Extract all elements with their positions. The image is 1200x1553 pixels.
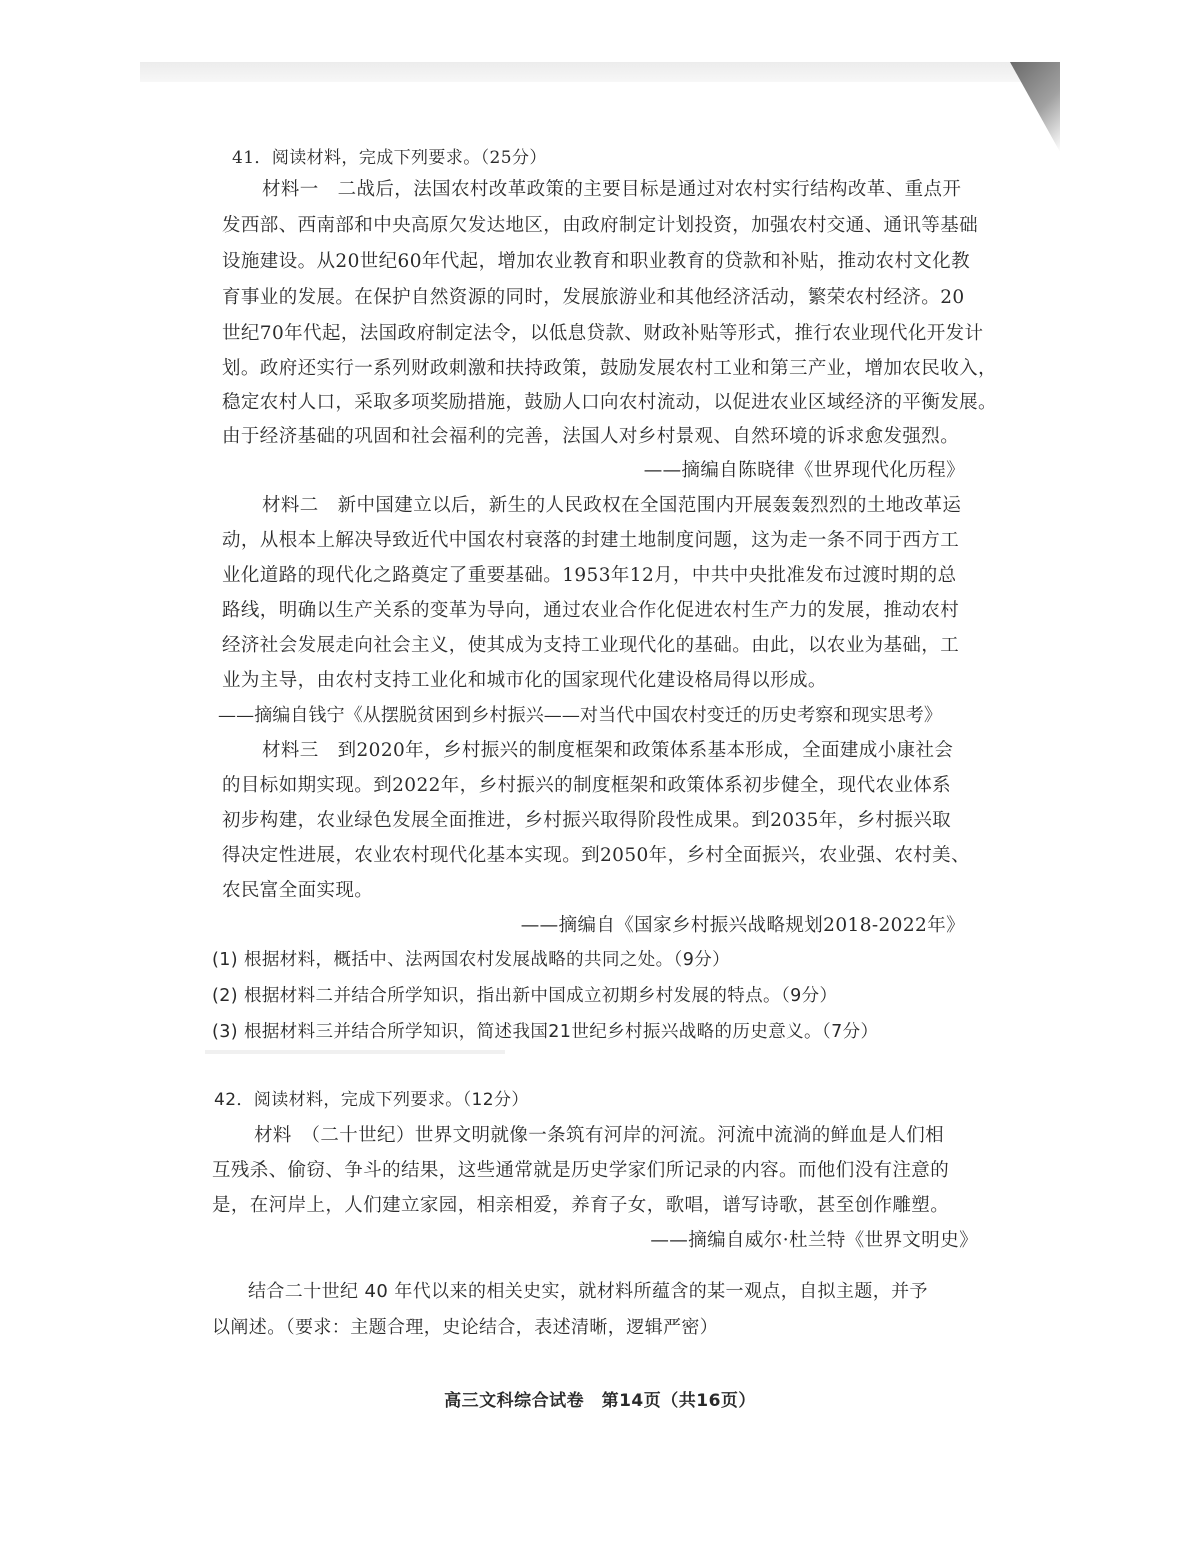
q41-subquestion-1: (1) 根据材料，概括中、法两国农村发展战略的共同之处。（9分） <box>212 950 731 970</box>
q41-m1-line: 由于经济基础的巩固和社会福利的完善，法国人对乡村景观、自然环境的诉求愈发强烈。 <box>222 426 960 447</box>
q42-material-line: 是，在河岸上，人们建立家园，相亲相爱，养育子女，歌唱，谱写诗歌，甚至创作雕塑。 <box>212 1195 950 1216</box>
q41-m1-line: 稳定农村人口，采取多项奖励措施，鼓励人口向农村流动，以促进农业区域经济的平衡发展。 <box>222 392 997 413</box>
q41-subquestion-3: (3) 根据材料三并结合所学知识，简述我国21世纪乡村振兴战略的历史意义。（7分） <box>212 1022 879 1042</box>
q42-material-line: 互残杀、偷窃、争斗的结果，这些通常就是历史学家们所记录的内容。而他们没有注意的 <box>212 1160 950 1181</box>
q41-m2-line: 业为主导，由农村支持工业化和城市化的国家现代化建设格局得以形成。 <box>222 670 827 691</box>
q41-m2-source: ——摘编自钱宁《从摆脱贫困到乡村振兴——对当代中国农村变迁的历史考察和现实思考》 <box>218 705 942 726</box>
q41-m1-line: 划。政府还实行一系列财政刺激和扶持政策，鼓励发展农村工业和第三产业，增加农民收入， <box>222 358 997 379</box>
q41-m3-line: 材料三 到2020年，乡村振兴的制度框架和政策体系基本形成，全面建成小康社会 <box>262 740 954 761</box>
q41-m1-line: 育事业的发展。在保护自然资源的同时，发展旅游业和其他经济活动，繁荣农村经济。20 <box>222 287 965 308</box>
q41-m3-source: ——摘编自《国家乡村振兴战略规划2018-2022年》 <box>520 915 965 936</box>
q42-heading: 42．阅读材料，完成下列要求。（12分） <box>214 1090 529 1110</box>
scan-corner-shadow <box>1010 62 1060 152</box>
q41-m1-line: 发西部、西南部和中央高原欠发达地区，由政府制定计划投资，加强农村交通、通讯等基础 <box>222 215 979 236</box>
q42-source: ——摘编自威尔·杜兰特《世界文明史》 <box>650 1230 978 1251</box>
q41-m3-line: 得决定性进展，农业农村现代化基本实现。到2050年，乡村全面振兴，农业强、农村美、 <box>222 845 970 866</box>
q41-m2-line: 业化道路的现代化之路奠定了重要基础。1953年12月，中共中央批准发布过渡时期的总 <box>222 565 957 586</box>
scan-shadow-band <box>140 62 1060 82</box>
q41-m1-source: ——摘编自陈晓律《世界现代化历程》 <box>643 460 965 481</box>
scan-faint-line <box>205 1050 505 1054</box>
q41-m2-line: 路线，明确以生产关系的变革为导向，通过农业合作化促进农村生产力的发展，推动农村 <box>222 600 960 621</box>
q41-m2-line: 经济社会发展走向社会主义，使其成为支持工业现代化的基础。由此，以农业为基础，工 <box>222 635 960 656</box>
q41-m3-line: 农民富全面实现。 <box>222 880 374 901</box>
q41-m3-line: 初步构建，农业绿色发展全面推进，乡村振兴取得阶段性成果。到2035年，乡村振兴取 <box>222 810 952 831</box>
q41-m3-line: 的目标如期实现。到2022年，乡村振兴的制度框架和政策体系初步健全，现代农业体系 <box>222 775 952 796</box>
q41-m2-line: 动，从根本上解决导致近代中国农村衰落的封建土地制度问题，这为走一条不同于西方工 <box>222 530 960 551</box>
q41-heading: 41．阅读材料，完成下列要求。（25分） <box>232 148 547 168</box>
q41-m1-line: 设施建设。从20世纪60年代起，增加农业教育和职业教育的贷款和补贴，推动农村文化教 <box>222 251 970 272</box>
q42-material-line: 材料 （二十世纪）世界文明就像一条筑有河岸的河流。河流中流淌的鲜血是人们相 <box>254 1125 945 1146</box>
q41-m2-line: 材料二 新中国建立以后，新生的人民政权在全国范围内开展轰轰烈烈的土地改革运 <box>262 495 962 516</box>
page-footer: 高三文科综合试卷 第14页（共16页） <box>444 1391 756 1411</box>
q42-task-line: 结合二十世纪 40 年代以来的相关史实，就材料所蕴含的某一观点，自拟主题，并予 <box>248 1281 928 1302</box>
q41-m1-line: 材料一 二战后，法国农村改革政策的主要目标是通过对农村实行结构改革、重点开 <box>262 179 962 200</box>
q42-task-line: 以阐述。（要求：主题合理，史论结合，表述清晰，逻辑严密） <box>212 1317 719 1338</box>
q41-m1-line: 世纪70年代起，法国政府制定法令，以低息贷款、财政补贴等形式，推行农业现代化开发计 <box>222 323 984 344</box>
q41-subquestion-2: (2) 根据材料二并结合所学知识，指出新中国成立初期乡村发展的特点。（9分） <box>212 986 838 1006</box>
